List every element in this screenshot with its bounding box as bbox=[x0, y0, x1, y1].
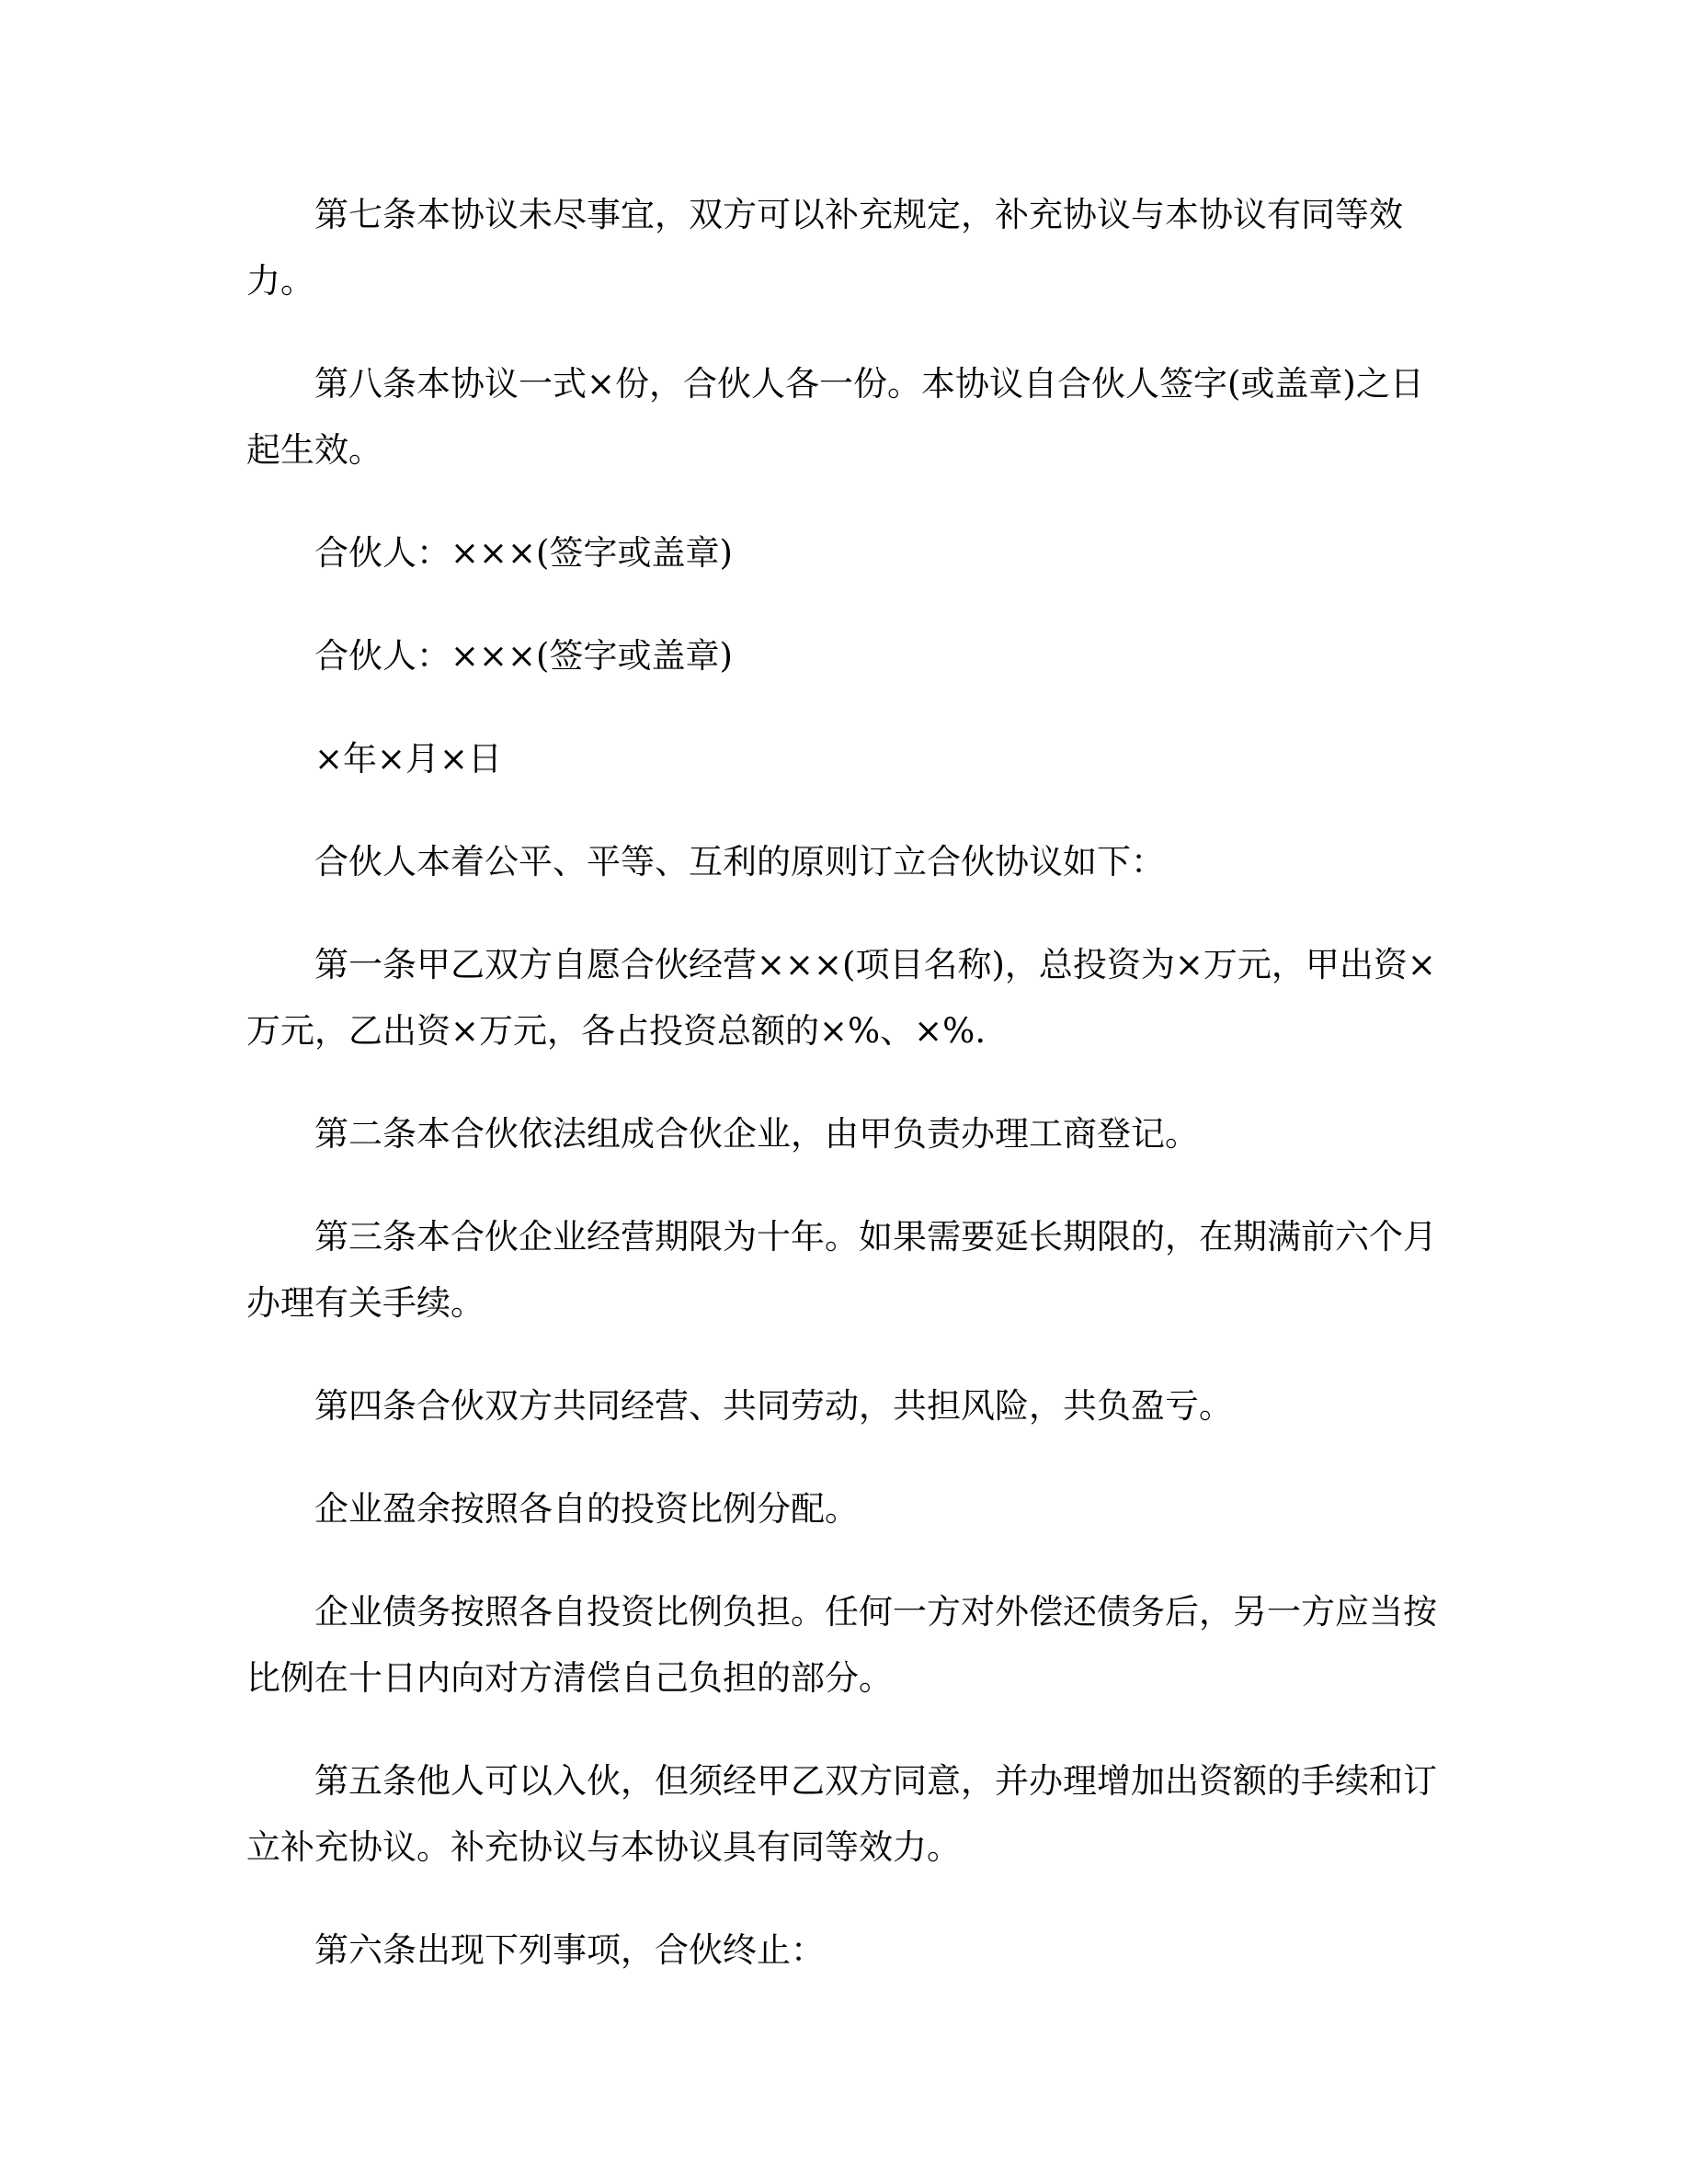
paragraph-article-8: 第八条本协议一式×份，合伙人各一份。本协议自合伙人签字(或盖章)之日起生效。 bbox=[246, 364, 1424, 470]
paragraph-article-4: 第四条合伙双方共同经营、共同劳动，共担风险，共负盈亏。 bbox=[314, 1386, 1233, 1426]
paragraph-article-5: 第五条他人可以入伙，但须经甲乙双方同意，并办理增加出资额的手续和订立补充协议。补充协议与本协议具有同等效力。 bbox=[246, 1761, 1437, 1867]
document-body bbox=[246, 182, 1442, 2020]
paragraph-article-2: 第二条本合伙依法组成合伙企业，由甲负责办理工商登记。 bbox=[314, 1114, 1199, 1154]
paragraph-date: ×年×月×日 bbox=[314, 739, 503, 779]
paragraph-preamble: 合伙人本着公平、平等、互利的原则订立合伙协议如下： bbox=[314, 842, 1165, 882]
paragraph-article-1: 第一条甲乙双方自愿合伙经营×××(项目名称)，总投资为×万元，甲出资×万元，乙出资×万元，各占投资总额的×%、×%. bbox=[246, 945, 1436, 1051]
paragraph-profit-distribution: 企业盈余按照各自的投资比例分配。 bbox=[314, 1489, 859, 1529]
paragraph-partner-signature-1: 合伙人：×××(签字或盖章) bbox=[314, 533, 733, 573]
paragraph-debt-liability: 企业债务按照各自投资比例负担。任何一方对外偿还债务后，另一方应当按比例在十日内向对方清偿自己负担的部分。 bbox=[246, 1592, 1437, 1698]
paragraph-article-6: 第六条出现下列事项，合伙终止： bbox=[314, 1930, 825, 1970]
paragraph-article-7: 第七条本协议未尽事宜，双方可以补充规定，补充协议与本协议有同等效力。 bbox=[246, 195, 1403, 301]
paragraph-article-3: 第三条本合伙企业经营期限为十年。如果需要延长期限的，在期满前六个月办理有关手续。 bbox=[246, 1217, 1437, 1323]
paragraph-partner-signature-2: 合伙人：×××(签字或盖章) bbox=[314, 636, 733, 676]
